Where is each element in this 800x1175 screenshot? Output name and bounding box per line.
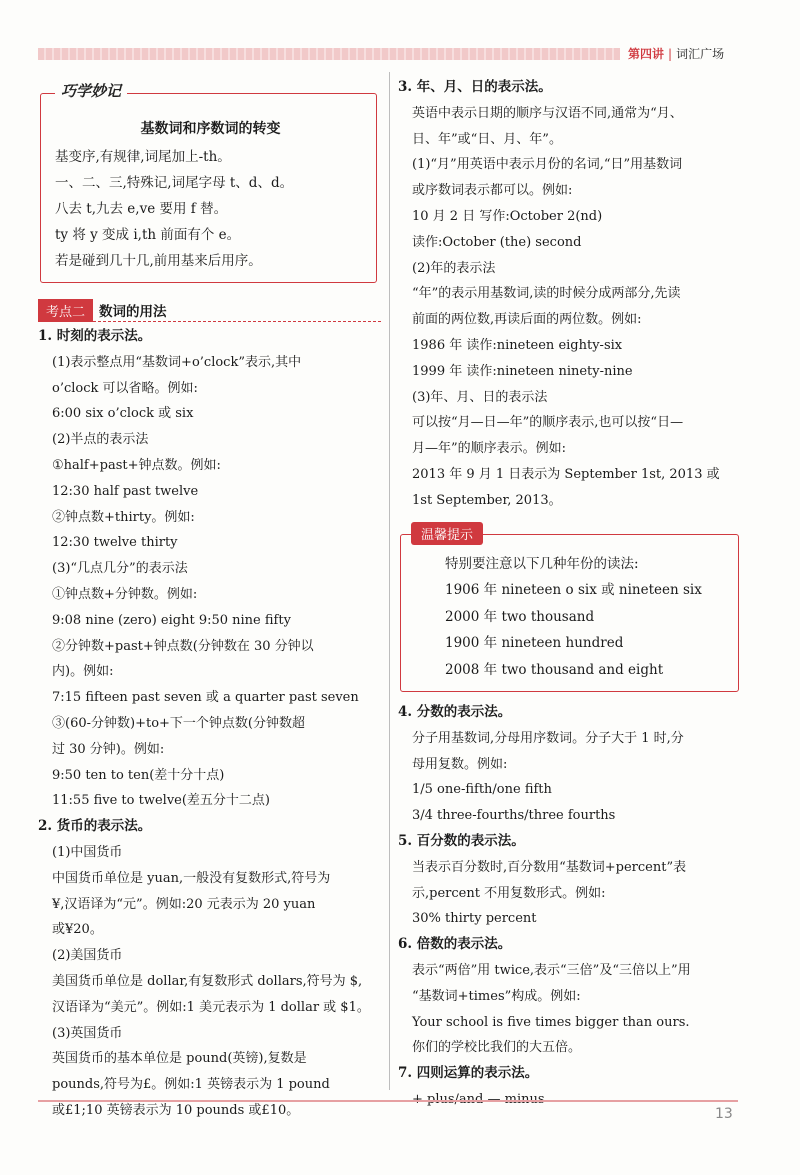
kaodian-title: 数词的用法 xyxy=(99,304,167,320)
text-line: o’clock 可以省略。例如: xyxy=(52,380,198,396)
right-text-top xyxy=(398,75,743,514)
box-line: 特别要注意以下几种年份的读法: xyxy=(445,555,639,572)
text-line: 内)。例如: xyxy=(52,664,114,680)
text-line: (3)英国货币 xyxy=(52,1025,123,1041)
box-line: 若是碰到几十几,前用基来后用序。 xyxy=(55,253,262,269)
text-line: 3/4 three-fourths/three fourths xyxy=(412,808,616,824)
header-tag xyxy=(620,42,738,66)
text-line: (2)美国货币 xyxy=(52,948,123,964)
text-line: (1)“月”用英语中表示月份的名词,“日”用基数词 xyxy=(412,157,683,173)
kaodian-header xyxy=(38,299,381,322)
box-line: 八去 t,九去 e,ve 要用 f 替。 xyxy=(55,201,228,217)
kaodian-label: 考点二 xyxy=(38,299,93,322)
text-line: 7:15 fifteen past seven 或 a quarter past seven xyxy=(52,690,359,706)
text-line: ③(60-分钟数)+to+下一个钟点数(分钟数超 xyxy=(52,715,305,731)
section-heading: 7. 四则运算的表示法。 xyxy=(398,1065,539,1082)
tip-lines xyxy=(415,551,728,684)
box-line: 基变序,有规律,词尾加上-th。 xyxy=(55,149,231,165)
text-line: 美国货币单位是 dollar,有复数形式 dollars,符号为 $, xyxy=(52,973,363,989)
text-line: 6:00 six o’clock 或 six xyxy=(52,406,194,422)
text-line: 读作:October (the) second xyxy=(412,234,582,250)
box-line: 1906 年 nineteen o six 或 nineteen six xyxy=(445,582,702,599)
memo-box xyxy=(40,82,377,283)
left-text-block xyxy=(38,324,381,1124)
text-line: 汉语译为“美元”。例如:1 美元表示为 1 dollar 或 $1。 xyxy=(52,999,370,1015)
text-line: 1/5 one-fifth/one fifth xyxy=(412,782,552,798)
right-column xyxy=(398,75,743,1113)
text-line: (1)表示整点用“基数词+o’clock”表示,其中 xyxy=(52,354,302,370)
text-line: (1)中国货币 xyxy=(52,844,123,860)
page-number: 13 xyxy=(715,1106,733,1122)
text-line: (2)年的表示法 xyxy=(412,260,496,276)
text-line: 前面的两位数,再读后面的两位数。例如: xyxy=(412,312,642,328)
text-line: 过 30 分钟)。例如: xyxy=(52,741,165,757)
section-heading: 4. 分数的表示法。 xyxy=(398,704,512,721)
section-label: 词汇广场 xyxy=(676,47,725,61)
right-text-bottom xyxy=(398,700,743,1113)
text-line: “年”的表示用基数词,读的时候分成两部分,先读 xyxy=(412,286,681,302)
section-heading: 5. 百分数的表示法。 xyxy=(398,833,525,850)
box-line: 1900 年 nineteen hundred xyxy=(445,635,624,652)
memo-tag: 巧学妙记 xyxy=(55,80,127,101)
text-line: 2013 年 9 月 1 日表示为 September 1st, 2013 或 xyxy=(412,466,720,482)
text-line: 1999 年 读作:nineteen ninety-nine xyxy=(412,363,633,379)
text-line: (3)年、月、日的表示法 xyxy=(412,389,548,405)
memo-title: 基数词和序数词的转变 xyxy=(140,121,281,137)
text-line: 表示“两倍”用 twice,表示“三倍”及“三倍以上”用 xyxy=(412,963,691,979)
box-line: 2000 年 two thousand xyxy=(445,608,595,625)
section-heading: 2. 货币的表示法。 xyxy=(38,818,152,835)
text-line: 11:55 five to twelve(差五分十二点) xyxy=(52,793,271,809)
text-line: 可以按“月—日—年”的顺序表示,也可以按“日— xyxy=(412,415,684,431)
text-line: 母用复数。例如: xyxy=(412,756,508,772)
text-line: 9:08 nine (zero) eight 9:50 nine fifty xyxy=(52,612,291,628)
text-line: ②分钟数+past+钟点数(分钟数在 30 分钟以 xyxy=(52,638,314,654)
text-line: (3)“几点几分”的表示法 xyxy=(52,561,188,577)
text-line: 或序数词表示都可以。例如: xyxy=(412,183,573,199)
text-line: ①half+past+钟点数。例如: xyxy=(52,457,221,473)
box-line: 2008 年 two thousand and eight xyxy=(445,661,664,678)
memo-lines xyxy=(55,144,366,274)
text-line: 或¥20。 xyxy=(52,922,103,938)
footer-line xyxy=(38,1100,738,1102)
text-line: 30% thirty percent xyxy=(412,911,537,927)
text-line: 英语中表示日期的顺序与汉语不同,通常为“月、 xyxy=(412,105,683,121)
text-line: 9:50 ten to ten(差十分十点) xyxy=(52,767,225,783)
box-line: 一、二、三,特殊记,词尾字母 t、d、d。 xyxy=(55,175,294,191)
text-line: ②钟点数+thirty。例如: xyxy=(52,509,195,525)
text-line: 12:30 half past twelve xyxy=(52,483,199,499)
tip-tag: 温馨提示 xyxy=(411,522,483,545)
text-line: 分子用基数词,分母用序数词。分子大于 1 时,分 xyxy=(412,730,684,746)
text-line: pounds,符号为£。例如:1 英镑表示为 1 pound xyxy=(52,1077,330,1093)
header-separator: | xyxy=(668,47,673,61)
text-line: 日、年”或“日、月、年”。 xyxy=(412,131,562,147)
text-line: 1986 年 读作:nineteen eighty-six xyxy=(412,337,623,353)
lecture-label: 第四讲 xyxy=(628,47,665,61)
section-heading: 3. 年、月、日的表示法。 xyxy=(398,79,552,95)
column-divider xyxy=(389,72,390,1090)
text-line: 12:30 twelve thirty xyxy=(52,535,178,551)
text-line: 你们的学校比我们的大五倍。 xyxy=(412,1040,582,1056)
section-heading: 6. 倍数的表示法。 xyxy=(398,936,512,953)
text-line: 月—年”的顺序表示。例如: xyxy=(412,441,567,457)
tip-box xyxy=(400,527,739,693)
text-line: 中国货币单位是 yuan,一般没有复数形式,符号为 xyxy=(52,870,331,886)
text-line: 示,percent 不用复数形式。例如: xyxy=(412,885,606,901)
text-line: 1st September, 2013。 xyxy=(412,492,562,508)
text-line: 10 月 2 日 写作:October 2(nd) xyxy=(412,208,603,224)
text-line: ①钟点数+分钟数。例如: xyxy=(52,586,198,602)
text-line: (2)半点的表示法 xyxy=(52,432,149,448)
section-heading: 1. 时刻的表示法。 xyxy=(38,328,152,344)
text-line: “基数词+times”构成。例如: xyxy=(412,988,581,1004)
text-line: 英国货币的基本单位是 pound(英镑),复数是 xyxy=(52,1051,307,1067)
text-line: Your school is five times bigger than ours. xyxy=(412,1014,690,1030)
text-line: 或£1;10 英镑表示为 10 pounds 或£10。 xyxy=(52,1102,300,1118)
left-column xyxy=(38,75,381,1124)
text-line: 当表示百分数时,百分数用“基数词+percent”表 xyxy=(412,859,687,875)
box-line: ty 将 y 变成 i,th 前面有个 e。 xyxy=(55,227,241,243)
text-line: ¥,汉语译为“元”。例如:20 元表示为 20 yuan xyxy=(52,896,316,912)
